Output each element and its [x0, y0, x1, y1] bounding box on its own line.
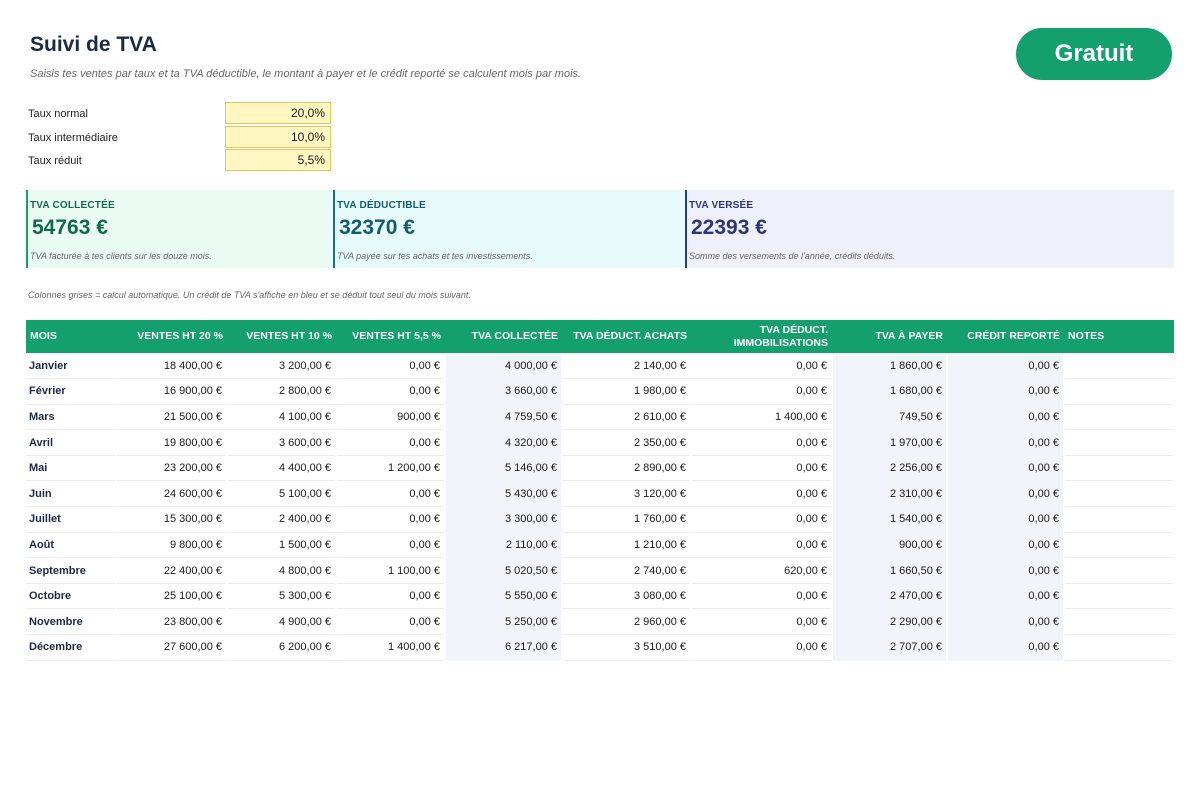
cell-tva-a-payer: 2 256,00 € — [832, 455, 947, 481]
cell-mois: Septembre — [26, 558, 116, 584]
cell-ventes-20[interactable]: 24 600,00 € — [116, 481, 227, 507]
table-row — [26, 635, 1174, 661]
cell-ventes-55[interactable]: 0,00 € — [336, 609, 445, 635]
cell-ventes-10[interactable]: 3 600,00 € — [227, 430, 336, 456]
table-row — [26, 609, 1174, 635]
cell-tva-a-payer: 1 540,00 € — [832, 507, 947, 533]
cell-ventes-55[interactable]: 0,00 € — [336, 532, 445, 558]
cell-ventes-10[interactable]: 3 200,00 € — [227, 353, 336, 379]
cell-ventes-10[interactable]: 2 400,00 € — [227, 507, 336, 533]
card-value: 54763 € — [32, 216, 108, 239]
cell-credit-reporte: 0,00 € — [947, 379, 1064, 405]
cell-credit-reporte: 0,00 € — [947, 532, 1064, 558]
rate-label: Taux intermédiaire — [28, 131, 118, 144]
cell-tva-collectee: 5 550,00 € — [445, 583, 562, 609]
cell-tva-deduct-immo[interactable]: 1 400,00 € — [691, 404, 832, 430]
cell-ventes-20[interactable]: 9 800,00 € — [116, 532, 227, 558]
cell-notes[interactable] — [1064, 532, 1174, 558]
card-value: 32370 € — [339, 216, 415, 239]
cell-credit-reporte: 0,00 € — [947, 507, 1064, 533]
cell-tva-deduct-immo[interactable]: 0,00 € — [691, 507, 832, 533]
rate-normal-input[interactable]: 20,0% — [225, 102, 331, 124]
cell-ventes-55[interactable]: 900,00 € — [336, 404, 445, 430]
header-tva-a-payer: TVA À PAYER — [832, 320, 947, 353]
cell-notes[interactable] — [1064, 635, 1174, 661]
cell-ventes-55[interactable]: 1 100,00 € — [336, 558, 445, 584]
cell-tva-deduct-achats[interactable]: 1 210,00 € — [562, 532, 691, 558]
cell-credit-reporte: 0,00 € — [947, 455, 1064, 481]
table-header-row — [26, 320, 1174, 353]
cell-ventes-20[interactable]: 15 300,00 € — [116, 507, 227, 533]
page-subtitle: Saisis tes ventes par taux et ta TVA déductible, le montant à payer et le crédit reporté se calculent mois par mois. — [30, 68, 582, 80]
cell-tva-deduct-immo[interactable]: 0,00 € — [691, 609, 832, 635]
cell-ventes-55[interactable]: 1 400,00 € — [336, 635, 445, 661]
header-tva-deduct-immo: TVA DÉDUCT. IMMOBILISATIONS — [691, 320, 832, 353]
cell-notes[interactable] — [1064, 379, 1174, 405]
cell-tva-a-payer: 900,00 € — [832, 532, 947, 558]
cell-tva-collectee: 3 300,00 € — [445, 507, 562, 533]
header-ventes-55: VENTES HT 5,5 % — [336, 320, 445, 353]
cell-tva-collectee: 5 146,00 € — [445, 455, 562, 481]
cell-tva-deduct-achats[interactable]: 2 610,00 € — [562, 404, 691, 430]
cell-ventes-10[interactable]: 4 900,00 € — [227, 609, 336, 635]
cell-mois: Octobre — [26, 583, 116, 609]
table-row — [26, 404, 1174, 430]
cell-ventes-20[interactable]: 25 100,00 € — [116, 583, 227, 609]
cell-ventes-55[interactable]: 0,00 € — [336, 507, 445, 533]
cell-credit-reporte: 0,00 € — [947, 481, 1064, 507]
cell-tva-a-payer: 2 290,00 € — [832, 609, 947, 635]
card-note: TVA payée sur tes achats et tes investissements. — [337, 251, 533, 261]
cell-notes[interactable] — [1064, 404, 1174, 430]
cell-tva-a-payer: 749,50 € — [832, 404, 947, 430]
help-note: Colonnes grises = calcul automatique. Un crédit de TVA s'affiche en bleu et se déduit tout seul du mois suivant. — [28, 290, 471, 300]
cell-ventes-20[interactable]: 23 800,00 € — [116, 609, 227, 635]
header-tva-collectee: TVA COLLECTÉE — [445, 320, 562, 353]
cell-ventes-10[interactable]: 1 500,00 € — [227, 532, 336, 558]
table-row — [26, 532, 1174, 558]
cell-ventes-10[interactable]: 4 100,00 € — [227, 404, 336, 430]
cell-tva-deduct-achats[interactable]: 2 140,00 € — [562, 353, 691, 379]
rate-label: Taux normal — [28, 108, 88, 120]
monthly-table — [26, 320, 1175, 661]
cell-ventes-10[interactable]: 4 800,00 € — [227, 558, 336, 584]
cell-ventes-20[interactable]: 23 200,00 € — [116, 455, 227, 481]
cell-notes[interactable] — [1064, 583, 1174, 609]
table-row — [26, 353, 1174, 379]
rate-label: Taux réduit — [28, 155, 82, 167]
cell-credit-reporte: 0,00 € — [947, 635, 1064, 661]
cell-ventes-55[interactable]: 0,00 € — [336, 353, 445, 379]
cell-ventes-20[interactable]: 19 800,00 € — [116, 430, 227, 456]
cell-tva-a-payer: 1 970,00 € — [832, 430, 947, 456]
cell-mois: Avril — [26, 430, 116, 456]
cell-ventes-20[interactable]: 22 400,00 € — [116, 558, 227, 584]
cell-tva-deduct-achats[interactable]: 3 510,00 € — [562, 635, 691, 661]
cell-notes[interactable] — [1064, 558, 1174, 584]
cell-ventes-55[interactable]: 0,00 € — [336, 481, 445, 507]
cell-tva-collectee: 2 110,00 € — [445, 532, 562, 558]
cell-tva-deduct-immo[interactable]: 0,00 € — [691, 583, 832, 609]
cell-tva-collectee: 4 759,50 € — [445, 404, 562, 430]
cell-mois: Février — [26, 379, 116, 405]
page-title: Suivi de TVA — [30, 33, 157, 56]
card-note: Somme des versements de l'année, crédits déduits. — [689, 251, 896, 261]
header-ventes-10: VENTES HT 10 % — [227, 320, 336, 353]
rate-reduit-input[interactable]: 5,5% — [225, 149, 331, 171]
cell-mois: Juin — [26, 481, 116, 507]
cell-ventes-55[interactable]: 0,00 € — [336, 379, 445, 405]
cell-ventes-55[interactable]: 0,00 € — [336, 583, 445, 609]
cell-tva-a-payer: 2 310,00 € — [832, 481, 947, 507]
card-label: TVA VERSÉE — [689, 200, 754, 211]
cell-credit-reporte: 0,00 € — [947, 558, 1064, 584]
cell-tva-a-payer: 1 860,00 € — [832, 353, 947, 379]
cell-tva-collectee: 5 250,00 € — [445, 609, 562, 635]
cell-ventes-20[interactable]: 18 400,00 € — [116, 353, 227, 379]
cell-tva-deduct-immo[interactable]: 0,00 € — [691, 635, 832, 661]
cell-mois: Novembre — [26, 609, 116, 635]
cell-credit-reporte: 0,00 € — [947, 609, 1064, 635]
cell-tva-deduct-achats[interactable]: 2 350,00 € — [562, 430, 691, 456]
table-row — [26, 455, 1174, 481]
cell-notes[interactable] — [1064, 609, 1174, 635]
cell-tva-deduct-immo[interactable]: 0,00 € — [691, 481, 832, 507]
cell-ventes-20[interactable]: 21 500,00 € — [116, 404, 227, 430]
cell-tva-collectee: 5 430,00 € — [445, 481, 562, 507]
cell-mois: Janvier — [26, 353, 116, 379]
table-row — [26, 507, 1174, 533]
cell-tva-collectee: 4 000,00 € — [445, 353, 562, 379]
table-row — [26, 558, 1174, 584]
gratuit-badge: Gratuit — [1016, 28, 1172, 80]
cell-tva-deduct-achats[interactable]: 2 890,00 € — [562, 455, 691, 481]
card-label: TVA DÉDUCTIBLE — [337, 200, 426, 211]
cell-tva-a-payer: 2 470,00 € — [832, 583, 947, 609]
cell-tva-deduct-achats[interactable]: 2 740,00 € — [562, 558, 691, 584]
cell-tva-deduct-achats[interactable]: 3 120,00 € — [562, 481, 691, 507]
cell-notes[interactable] — [1064, 481, 1174, 507]
table-row — [26, 379, 1174, 405]
cell-credit-reporte: 0,00 € — [947, 404, 1064, 430]
card-tva-versee — [685, 190, 1174, 268]
table-row — [26, 583, 1174, 609]
cell-ventes-10[interactable]: 5 300,00 € — [227, 583, 336, 609]
header-notes: NOTES — [1064, 320, 1174, 353]
cell-ventes-10[interactable]: 2 800,00 € — [227, 379, 336, 405]
cell-tva-deduct-achats[interactable]: 1 760,00 € — [562, 507, 691, 533]
card-tva-deductible — [333, 190, 685, 268]
cell-notes[interactable] — [1064, 455, 1174, 481]
cell-tva-deduct-immo[interactable]: 0,00 € — [691, 379, 832, 405]
cell-credit-reporte: 0,00 € — [947, 430, 1064, 456]
cell-mois: Août — [26, 532, 116, 558]
cell-notes[interactable] — [1064, 430, 1174, 456]
cell-credit-reporte: 0,00 € — [947, 583, 1064, 609]
cell-tva-collectee: 6 217,00 € — [445, 635, 562, 661]
cell-tva-deduct-immo[interactable]: 620,00 € — [691, 558, 832, 584]
cell-ventes-10[interactable]: 4 400,00 € — [227, 455, 336, 481]
table-row — [26, 430, 1174, 456]
cell-mois: Mars — [26, 404, 116, 430]
cell-mois: Décembre — [26, 635, 116, 661]
cell-tva-deduct-immo[interactable]: 0,00 € — [691, 353, 832, 379]
cell-notes[interactable] — [1064, 507, 1174, 533]
cell-tva-deduct-achats[interactable]: 2 960,00 € — [562, 609, 691, 635]
cell-ventes-10[interactable]: 6 200,00 € — [227, 635, 336, 661]
cell-tva-a-payer: 1 680,00 € — [832, 379, 947, 405]
cell-mois: Mai — [26, 455, 116, 481]
header-credit-reporte: CRÉDIT REPORTÉ — [947, 320, 1064, 353]
summary-cards — [26, 190, 1174, 268]
cell-mois: Juillet — [26, 507, 116, 533]
cell-credit-reporte: 0,00 € — [947, 353, 1064, 379]
header-mois: MOIS — [26, 320, 116, 353]
table-row — [26, 481, 1174, 507]
header-ventes-20: VENTES HT 20 % — [116, 320, 227, 353]
header-tva-deduct-achats: TVA DÉDUCT. ACHATS — [562, 320, 691, 353]
cell-tva-collectee: 4 320,00 € — [445, 430, 562, 456]
card-note: TVA facturée à tes clients sur les douze mois. — [30, 251, 212, 261]
cell-notes[interactable] — [1064, 353, 1174, 379]
cell-ventes-55[interactable]: 0,00 € — [336, 430, 445, 456]
cell-ventes-20[interactable]: 16 900,00 € — [116, 379, 227, 405]
cell-tva-collectee: 3 660,00 € — [445, 379, 562, 405]
cell-ventes-20[interactable]: 27 600,00 € — [116, 635, 227, 661]
cell-ventes-55[interactable]: 1 200,00 € — [336, 455, 445, 481]
cell-tva-deduct-achats[interactable]: 1 980,00 € — [562, 379, 691, 405]
card-label: TVA COLLECTÉE — [30, 200, 115, 211]
card-tva-collectee — [26, 190, 333, 268]
table-body — [26, 353, 1174, 660]
card-value: 22393 € — [691, 216, 767, 239]
cell-tva-deduct-immo[interactable]: 0,00 € — [691, 430, 832, 456]
cell-tva-a-payer: 2 707,00 € — [832, 635, 947, 661]
cell-tva-deduct-achats[interactable]: 3 080,00 € — [562, 583, 691, 609]
cell-tva-collectee: 5 020,50 € — [445, 558, 562, 584]
cell-tva-a-payer: 1 660,50 € — [832, 558, 947, 584]
cell-tva-deduct-immo[interactable]: 0,00 € — [691, 455, 832, 481]
rate-intermediaire-input[interactable]: 10,0% — [225, 126, 331, 148]
cell-tva-deduct-immo[interactable]: 0,00 € — [691, 532, 832, 558]
cell-ventes-10[interactable]: 5 100,00 € — [227, 481, 336, 507]
